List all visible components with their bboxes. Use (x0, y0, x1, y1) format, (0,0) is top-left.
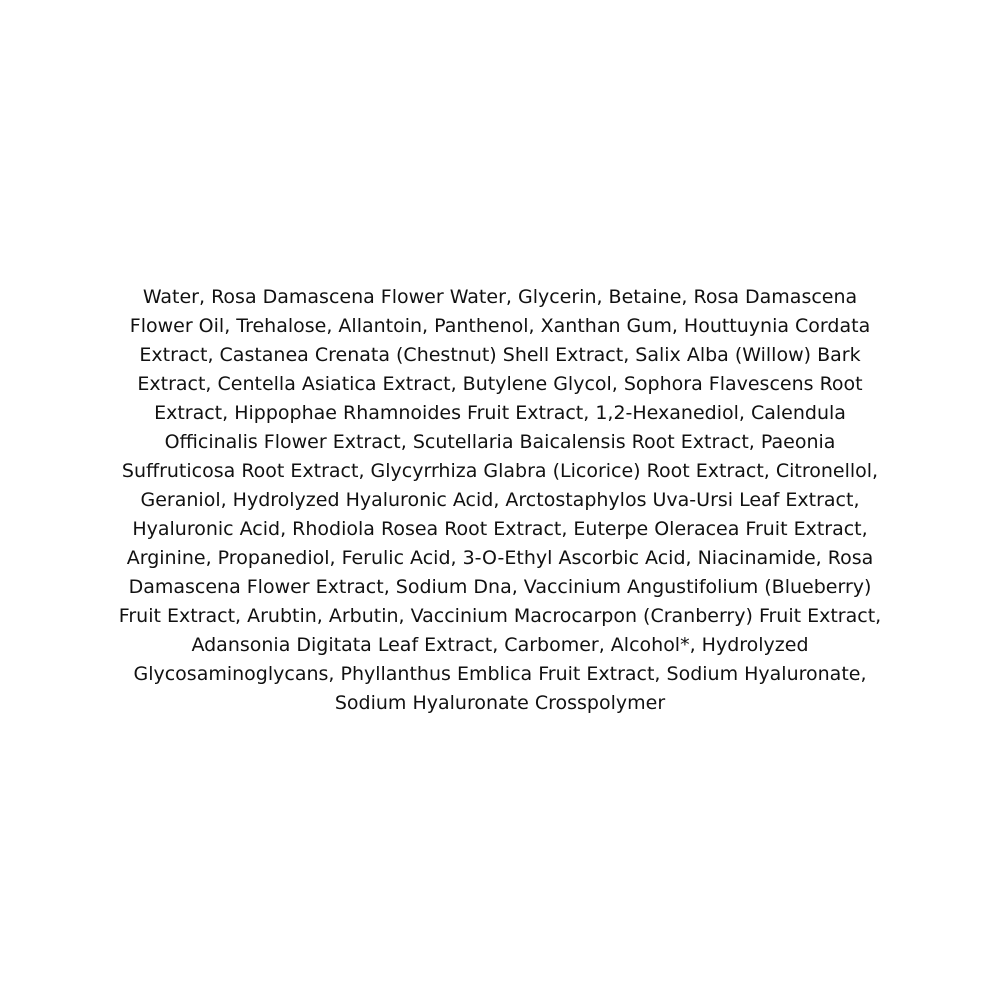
ingredients-line: Water, Rosa Damascena Flower Water, Glycerin, Betaine, Rosa Damascena (142, 286, 858, 308)
ingredients-list (0, 283, 1000, 718)
ingredients-line: Hyaluronic Acid, Rhodiola Rosea Root Extract, Euterpe Oleracea Fruit Extract, (132, 518, 868, 540)
ingredients-line: Officinalis Flower Extract, Scutellaria Baicalensis Root Extract, Paeonia (164, 431, 836, 453)
ingredients-line: Extract, Hippophae Rhamnoides Fruit Extract, 1,2-Hexanediol, Calendula (154, 402, 846, 424)
ingredients-line: Extract, Castanea Crenata (Chestnut) Shell Extract, Salix Alba (Willow) Bark (139, 344, 861, 366)
ingredients-line: Extract, Centella Asiatica Extract, Butylene Glycol, Sophora Flavescens Root (137, 373, 863, 395)
ingredients-line: Arginine, Propanediol, Ferulic Acid, 3-O-Ethyl Ascorbic Acid, Niacinamide, Rosa (126, 547, 874, 569)
ingredients-line: Adansonia Digitata Leaf Extract, Carbomer, Alcohol*, Hydrolyzed (191, 634, 809, 656)
ingredients-line: Glycosaminoglycans, Phyllanthus Emblica Fruit Extract, Sodium Hyaluronate, (133, 663, 867, 685)
ingredients-line: Sodium Hyaluronate Crosspolymer (334, 692, 666, 714)
ingredients-line: Geraniol, Hydrolyzed Hyaluronic Acid, Arctostaphylos Uva-Ursi Leaf Extract, (140, 489, 860, 511)
ingredients-line: Flower Oil, Trehalose, Allantoin, Panthenol, Xanthan Gum, Houttuynia Cordata (129, 315, 871, 337)
ingredients-line: Suffruticosa Root Extract, Glycyrrhiza Glabra (Licorice) Root Extract, Citronellol, (121, 460, 879, 482)
ingredients-line: Damascena Flower Extract, Sodium Dna, Vaccinium Angustifolium (Blueberry) (128, 576, 872, 598)
ingredients-line: Fruit Extract, Arubtin, Arbutin, Vaccinium Macrocarpon (Cranberry) Fruit Extract, (118, 605, 882, 627)
